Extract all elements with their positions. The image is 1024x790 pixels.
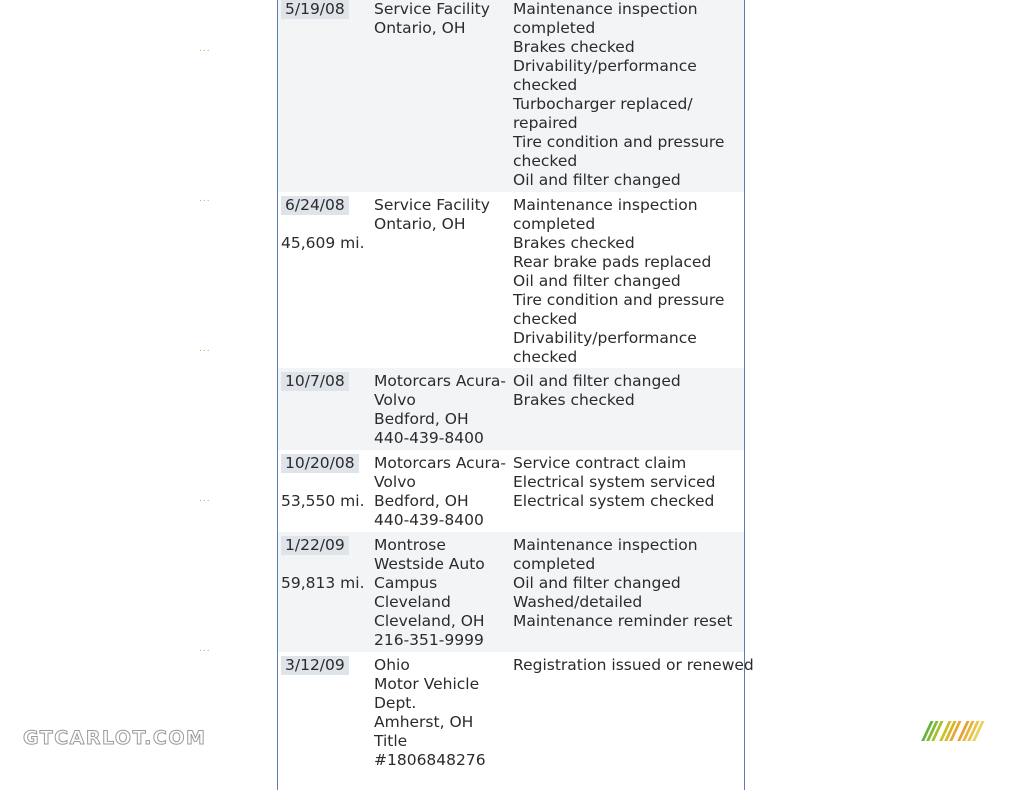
table-row <box>278 532 744 653</box>
comment-line: completed <box>513 19 596 37</box>
table-row <box>278 368 744 451</box>
date-cell <box>281 454 365 511</box>
date-cell <box>281 656 349 675</box>
date-badge: 6/24/08 <box>281 196 349 215</box>
source-line: Motor Vehicle <box>374 675 480 693</box>
date-cell <box>281 536 365 593</box>
source-line: Service Facility <box>374 196 490 214</box>
date-badge: 5/19/08 <box>281 0 349 19</box>
mileage: 45,609 mi. <box>281 234 365 252</box>
comment-line: Rear brake pads replaced <box>513 253 712 271</box>
source-line: Dept. <box>374 694 417 712</box>
source-cell <box>374 372 506 448</box>
source-line: Title <box>374 732 408 750</box>
comment-line: Oil and filter changed <box>513 574 681 592</box>
source-line: Ontario, OH <box>374 215 466 233</box>
source-line: Volvo <box>374 473 416 491</box>
table-row <box>278 652 754 782</box>
stripes-logo-icon <box>919 720 999 742</box>
comment-line: Oil and filter changed <box>513 372 681 390</box>
comment-line: Drivability/performance <box>513 329 697 347</box>
source-line: 216-351-9999 <box>374 631 484 649</box>
date-cell <box>281 0 349 19</box>
source-line: Cleveland, OH <box>374 612 485 630</box>
comment-line: completed <box>513 215 596 233</box>
date-badge: 1/22/09 <box>281 536 349 555</box>
comment-line: checked <box>513 348 578 366</box>
comment-line: Service contract claim <box>513 454 687 472</box>
source-line: Volvo <box>374 391 416 409</box>
comment-line: Brakes checked <box>513 38 635 56</box>
margin-mark: ... <box>199 344 211 354</box>
comment-line: Tire condition and pressure <box>513 291 725 309</box>
comment-line: Maintenance inspection <box>513 196 698 214</box>
comment-line: Maintenance reminder reset <box>513 612 733 630</box>
source-line: 440-439-8400 <box>374 511 484 529</box>
comment-line: Maintenance inspection <box>513 536 698 554</box>
source-line: Westside Auto <box>374 555 485 573</box>
comment-line: Electrical system serviced <box>513 473 716 491</box>
source-line: Cleveland <box>374 593 451 611</box>
comment-line: repaired <box>513 114 578 132</box>
comments-cell <box>513 536 732 631</box>
comment-line: Drivability/performance <box>513 57 697 75</box>
site-logo: GTCARLOT.COM <box>23 727 207 749</box>
margin-mark: ... <box>199 194 211 204</box>
comments-cell <box>513 372 681 410</box>
comments-cell <box>513 196 724 367</box>
vehicle-history-table <box>277 0 754 790</box>
comment-line: Electrical system checked <box>513 492 715 510</box>
margin-mark: ... <box>199 644 211 654</box>
source-line: Service Facility <box>374 0 490 18</box>
table-row <box>278 192 744 369</box>
comment-line: checked <box>513 310 578 328</box>
source-line: Motorcars Acura- <box>374 454 506 472</box>
comment-line: checked <box>513 76 578 94</box>
table-row <box>278 0 744 193</box>
source-line: Bedford, OH <box>374 492 469 510</box>
source-line: Ontario, OH <box>374 19 466 37</box>
comment-line: Oil and filter changed <box>513 171 681 189</box>
source-line: Ohio <box>374 656 410 674</box>
comments-cell <box>513 656 754 675</box>
date-cell <box>281 196 365 253</box>
source-line: 440-439-8400 <box>374 429 484 447</box>
comment-line: Washed/detailed <box>513 593 643 611</box>
margin-mark: ... <box>199 44 211 54</box>
comment-line: Brakes checked <box>513 391 635 409</box>
comment-line: checked <box>513 152 578 170</box>
comments-cell <box>513 454 716 511</box>
source-line: Motorcars Acura- <box>374 372 506 390</box>
mileage: 53,550 mi. <box>281 492 365 510</box>
source-cell <box>374 196 490 234</box>
comment-line: Tire condition and pressure <box>513 133 725 151</box>
comment-line: Turbocharger replaced/ <box>513 95 693 113</box>
source-line: #1806848276 <box>374 751 486 769</box>
comment-line: Maintenance inspection <box>513 0 698 18</box>
comment-line: Oil and filter changed <box>513 272 681 290</box>
mileage: 59,813 mi. <box>281 574 365 592</box>
table-row <box>278 450 744 533</box>
source-line: Amherst, OH <box>374 713 474 731</box>
source-cell <box>374 656 486 770</box>
source-cell <box>374 0 490 38</box>
comment-line: Brakes checked <box>513 234 635 252</box>
date-badge: 10/20/08 <box>281 454 359 473</box>
source-line: Campus <box>374 574 438 592</box>
date-badge: 10/7/08 <box>281 372 349 391</box>
date-badge: 3/12/09 <box>281 656 349 675</box>
source-line: Bedford, OH <box>374 410 469 428</box>
margin-mark: ... <box>199 494 211 504</box>
source-cell <box>374 536 485 650</box>
source-cell <box>374 454 506 530</box>
date-cell <box>281 372 349 391</box>
comment-line: Registration issued or renewed <box>513 656 754 674</box>
comment-line: completed <box>513 555 596 573</box>
comments-cell <box>513 0 724 190</box>
source-line: Montrose <box>374 536 446 554</box>
